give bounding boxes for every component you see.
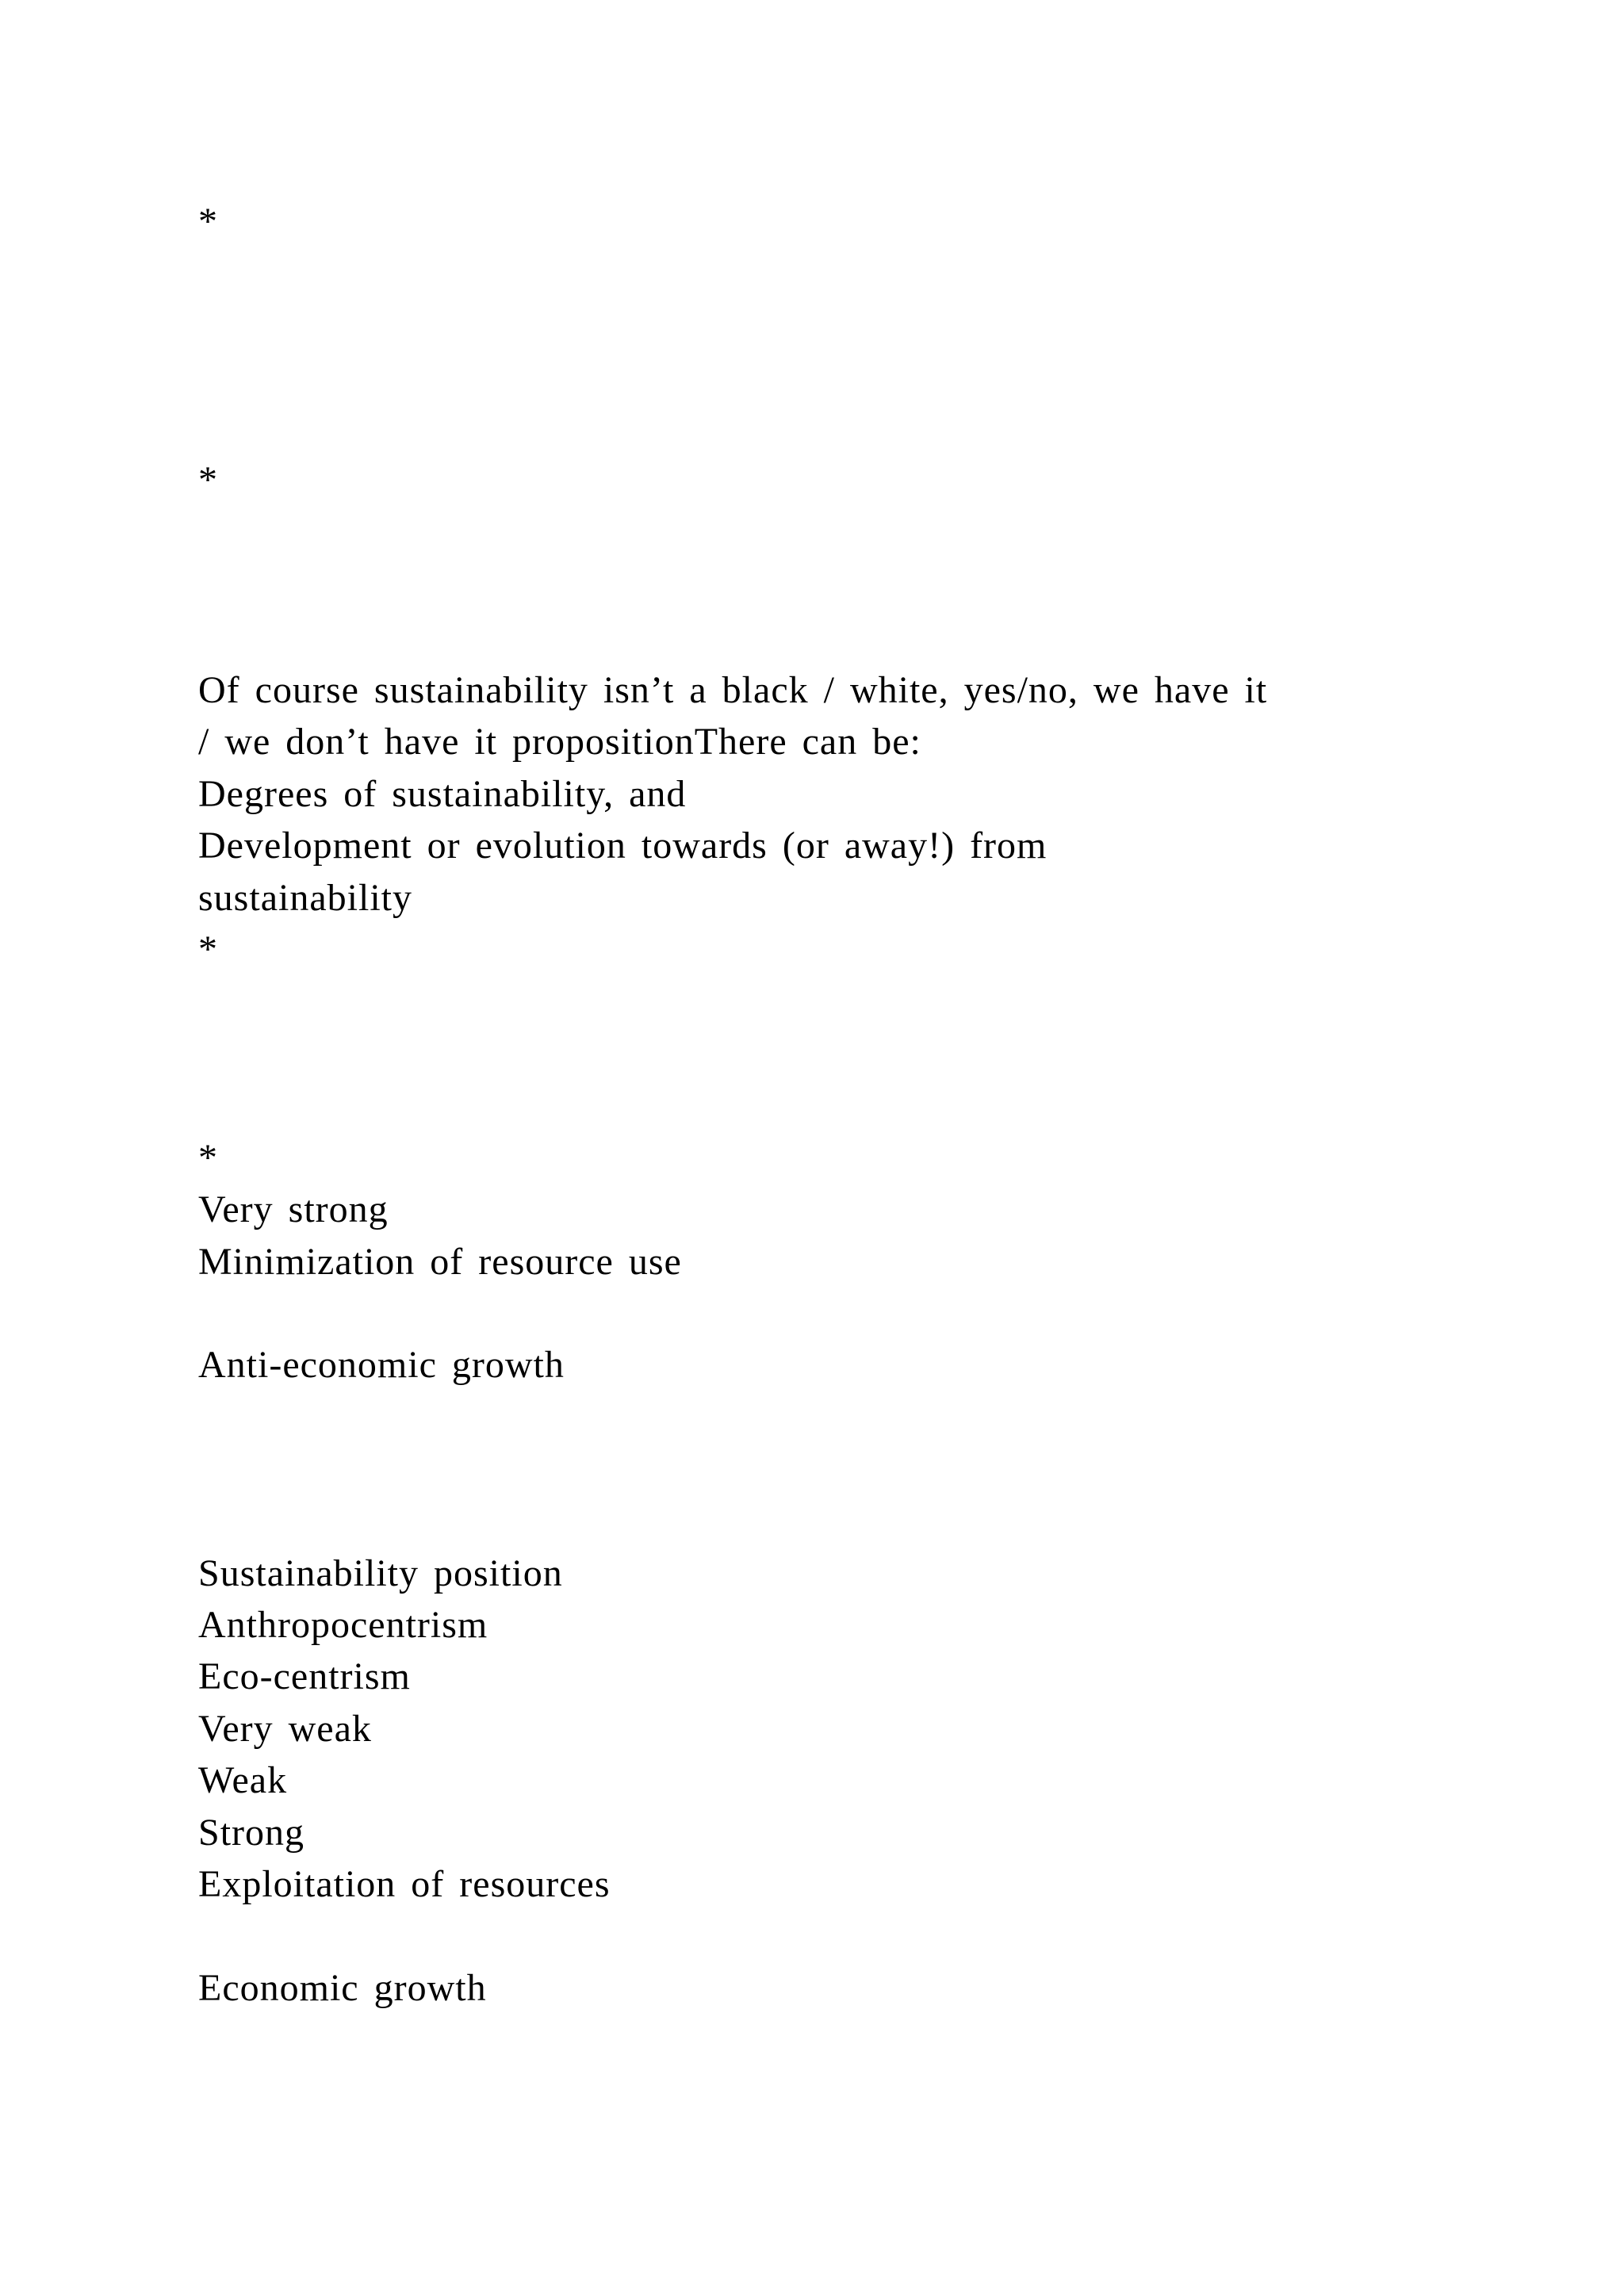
position-block-line: Anthropocentrism (198, 1604, 488, 1646)
paragraph-line: sustainability (198, 877, 412, 919)
position-block-line: Strong (198, 1812, 305, 1854)
paragraph-line: Degrees of sustainability, and (198, 773, 687, 815)
position-block-line: Weak (198, 1759, 288, 1801)
strong-block-line: Anti-economic growth (198, 1344, 565, 1386)
position-block-line: Economic growth (198, 1967, 487, 2009)
strong-block-line: Very strong (198, 1188, 389, 1230)
paragraph-line: Development or evolution towards (or away!) from (198, 825, 1048, 867)
asterisk-marker: * (198, 459, 218, 501)
asterisk-marker: * (198, 1137, 218, 1179)
position-block-line: Exploitation of resources (198, 1863, 611, 1905)
paragraph-line: Of course sustainability isn’t a black / white, yes/no, we have it (198, 669, 1268, 711)
strong-block-line: Minimization of resource use (198, 1241, 682, 1283)
asterisk-marker: * (198, 928, 218, 970)
asterisk-marker: * (198, 201, 218, 243)
position-block-line: Very weak (198, 1708, 372, 1750)
paragraph-line: / we don’t have it propositionThere can be: (198, 721, 921, 763)
position-block-line: Sustainability position (198, 1552, 563, 1594)
position-block-line: Eco-centrism (198, 1655, 411, 1697)
